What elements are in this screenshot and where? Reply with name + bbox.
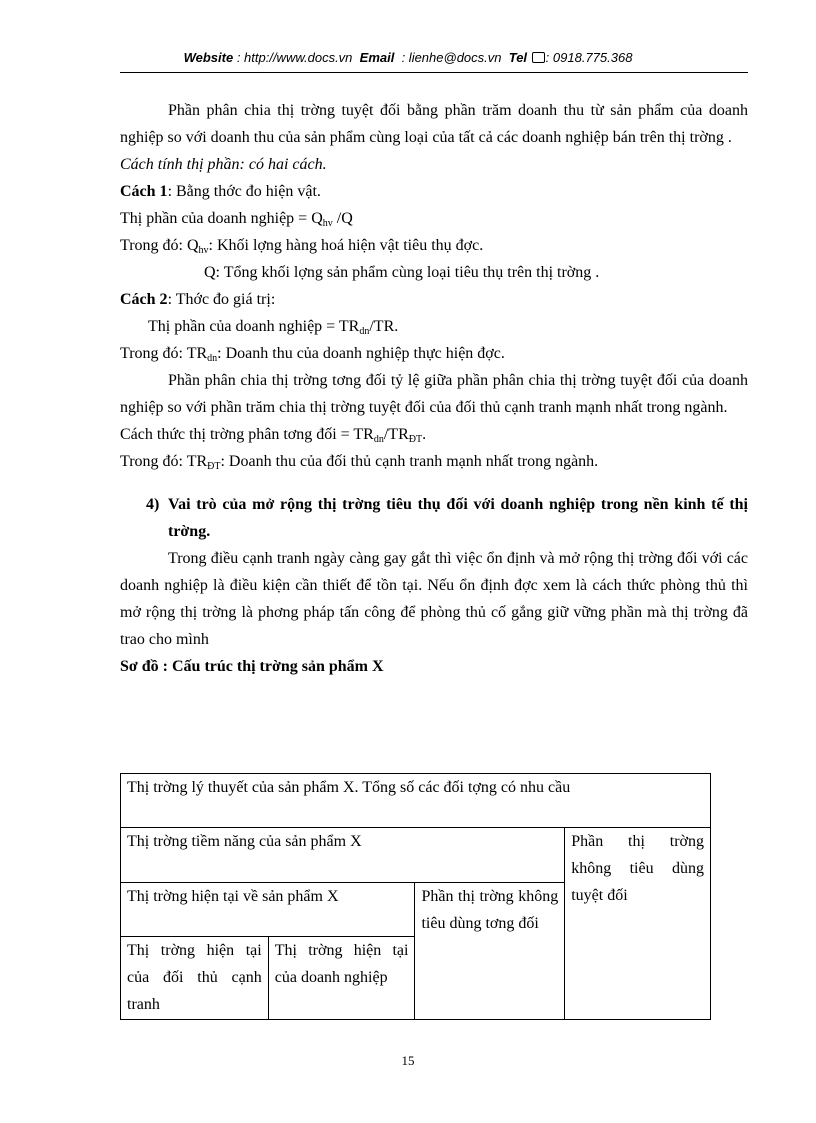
website-value: : http://www.docs.vn <box>236 50 353 65</box>
section-number: 4) <box>146 496 160 513</box>
formula-text: Thị phần của doanh nghiệp = TR <box>148 318 360 335</box>
method-2-text: : Thớc đo giá trị: <box>167 291 276 308</box>
relative-share-formula <box>120 421 748 448</box>
method-2-where <box>120 340 748 367</box>
paragraph-relative-share: Phần phân chia thị trờng tơng đối tỷ lệ giữa phần phân chia thị trờng tuyệt đối của doanh nghiệp so với phần trăm chia thị trờng tuyệt đối của đối thủ cạnh tranh mạnh nhất trong ngành. <box>120 372 748 416</box>
where-text: Trong đó: Q <box>120 237 199 254</box>
paragraph-absolute-share: Phần phân chia thị trờng tuyệt đối bằng phần trăm doanh thu từ sản phẩm của doanh nghiệp so với doanh thu của sản phẩm cùng loại của tất cả các doanh nghiệp bán trên thị trờng . <box>120 102 748 146</box>
where-text: Trong đó: TR <box>120 453 208 470</box>
formula-text: Cách thức thị trờng phân tơng đối = TR <box>120 426 374 443</box>
formula-text: Thị phần của doanh nghiệp = Q <box>120 210 323 227</box>
formula-text: /TR. <box>369 318 399 335</box>
enterprise-market-cell: Thị trờng hiện tại của doanh nghiệp <box>268 937 415 1020</box>
website-label: Website <box>183 50 234 65</box>
email-label: Email <box>359 50 395 65</box>
page-number: 15 <box>401 1053 415 1068</box>
section-heading-4 <box>120 491 748 545</box>
formula-subscript: dn <box>359 326 370 337</box>
calc-methods-heading: Cách tính thị phần: có hai cách. <box>120 156 327 173</box>
where-text: : Doanh thu của đối thủ cạnh tranh mạnh nhất trong ngành. <box>220 453 599 470</box>
where-subscript: hv <box>198 245 209 256</box>
where-subscript: dn <box>207 353 218 364</box>
phone-icon <box>532 52 545 63</box>
method-1-where <box>120 232 748 259</box>
method-1-line <box>120 178 748 205</box>
formula-text: /Q <box>332 210 353 227</box>
theoretical-market-cell: Thị trờng lý thuyết của sản phẩm X. Tổng số các đối tợng có nhu cầu <box>121 774 711 828</box>
current-market-cell: Thị trờng hiện tại về sản phẩm X <box>121 883 415 937</box>
method-1-where-q: Q: Tổng khối lợng sản phẩm cùng loại tiêu thụ trên thị trờng . <box>204 264 600 281</box>
formula-subscript: dn <box>373 434 384 445</box>
formula-text: . <box>422 426 427 443</box>
paragraph-market-role: Trong điều cạnh tranh ngày càng gay gắt thì việc ổn định và mở rộng thị trờng đối với các doanh nghiệp là điều kiện cần thiết để tồn tại. Nếu ổn định đợc xem là cách thức phòng thủ thì mở rộng thị trờng là phơng pháp tấn công để phòng thủ cố gắng giữ vững phần mà thị trờng đã trao cho mình <box>120 550 748 648</box>
where-text: : Doanh thu của doanh nghiệp thực hiện đợc. <box>217 345 505 362</box>
method-2-line <box>120 286 748 313</box>
email-value: : lienhe@docs.vn <box>401 50 502 65</box>
market-structure-diagram <box>120 773 711 1020</box>
method-2-label: Cách 2 <box>120 291 168 308</box>
page-header <box>0 50 816 65</box>
relative-share-where <box>120 448 748 475</box>
formula-subscript: hv <box>322 218 333 229</box>
competitor-market-cell: Thị trờng hiện tại của đối thủ cạnh tranh <box>121 937 269 1020</box>
tel-label: Tel <box>508 50 528 65</box>
diagram-title: Sơ đồ : Cấu trúc thị trờng sản phẩm X <box>120 658 384 675</box>
potential-market-cell: Thị trờng tiềm năng của sản phẩm X <box>121 828 565 883</box>
method-1-text: : Bằng thớc đo hiện vật. <box>167 183 321 200</box>
header-divider <box>120 72 748 73</box>
method-1-label: Cách 1 <box>120 183 168 200</box>
document-body <box>120 97 748 680</box>
section-title: Vai trò của mở rộng thị trờng tiêu thụ đối với doanh nghiệp trong nền kinh tế thị trờng. <box>168 496 748 540</box>
formula-text: /TR <box>383 426 409 443</box>
where-text: Trong đó: TR <box>120 345 208 362</box>
formula-subscript: ĐT <box>408 434 423 445</box>
method-2-formula <box>120 313 748 340</box>
where-subscript: ĐT <box>207 461 221 472</box>
absolute-non-use-cell: Phần thị trờng không tiêu dùng tuyệt đối <box>565 828 711 1020</box>
relative-non-use-cell: Phần thị trờng không tiêu dùng tơng đối <box>415 883 565 1020</box>
where-text: : Khối lợng hàng hoá hiện vật tiêu thụ đợc. <box>208 237 484 254</box>
method-1-formula <box>120 205 748 232</box>
tel-value: : 0918.775.368 <box>545 50 633 65</box>
